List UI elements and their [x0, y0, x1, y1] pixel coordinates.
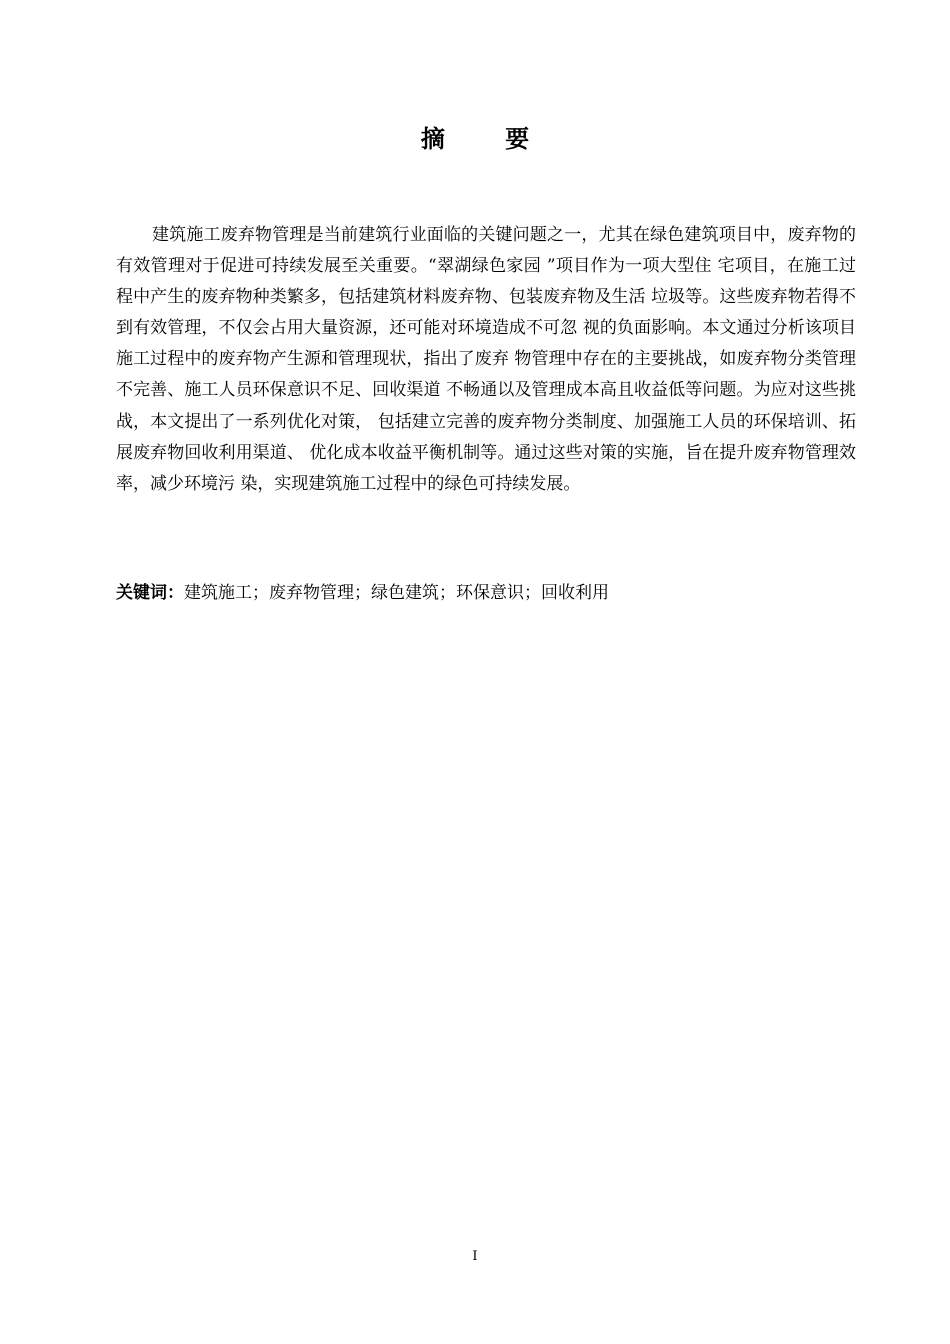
keywords-label: 关键词： — [116, 583, 184, 603]
keywords-line — [116, 580, 856, 606]
keywords-list: 建筑施工；废弃物管理；绿色建筑；环保意识；回收利用 — [184, 583, 609, 603]
abstract-body: 建筑施工废弃物管理是当前建筑行业面临的关键问题之一，尤其在绿色建筑项目中，废弃物的有效管理对于促进可持续发展至关重要。“翠湖绿色家园 ”项目作为一项大型住 宅项目，在施工过程中产生的废弃物种类繁多，包括建筑材料废弃物、包装废弃物及生活 垃圾等。这些废弃物若得不到有效管理，不仅会占用大量资源，还可能对环境造成不可忽 视的负面影响。本文通过分析该项目施工过程中的废弃物产生源和管理现状，指出了废弃 物管理中存在的主要挑战，如废弃物分类管理不完善、施工人员环保意识不足、回收渠道 不畅通以及管理成本高且收益低等问题。为应对这些挑战，本文提出了一系列优化对策， 包括建立完善的废弃物分类制度、加强施工人员的环保培训、拓展废弃物回收利用渠道、 优化成本收益平衡机制等。通过这些对策的实施，旨在提升废弃物管理效率，减少环境污 染，实现建筑施工过程中的绿色可持续发展。 — [116, 225, 856, 494]
abstract-title: 摘 要 — [420, 125, 556, 153]
page-number: I — [472, 1249, 478, 1264]
